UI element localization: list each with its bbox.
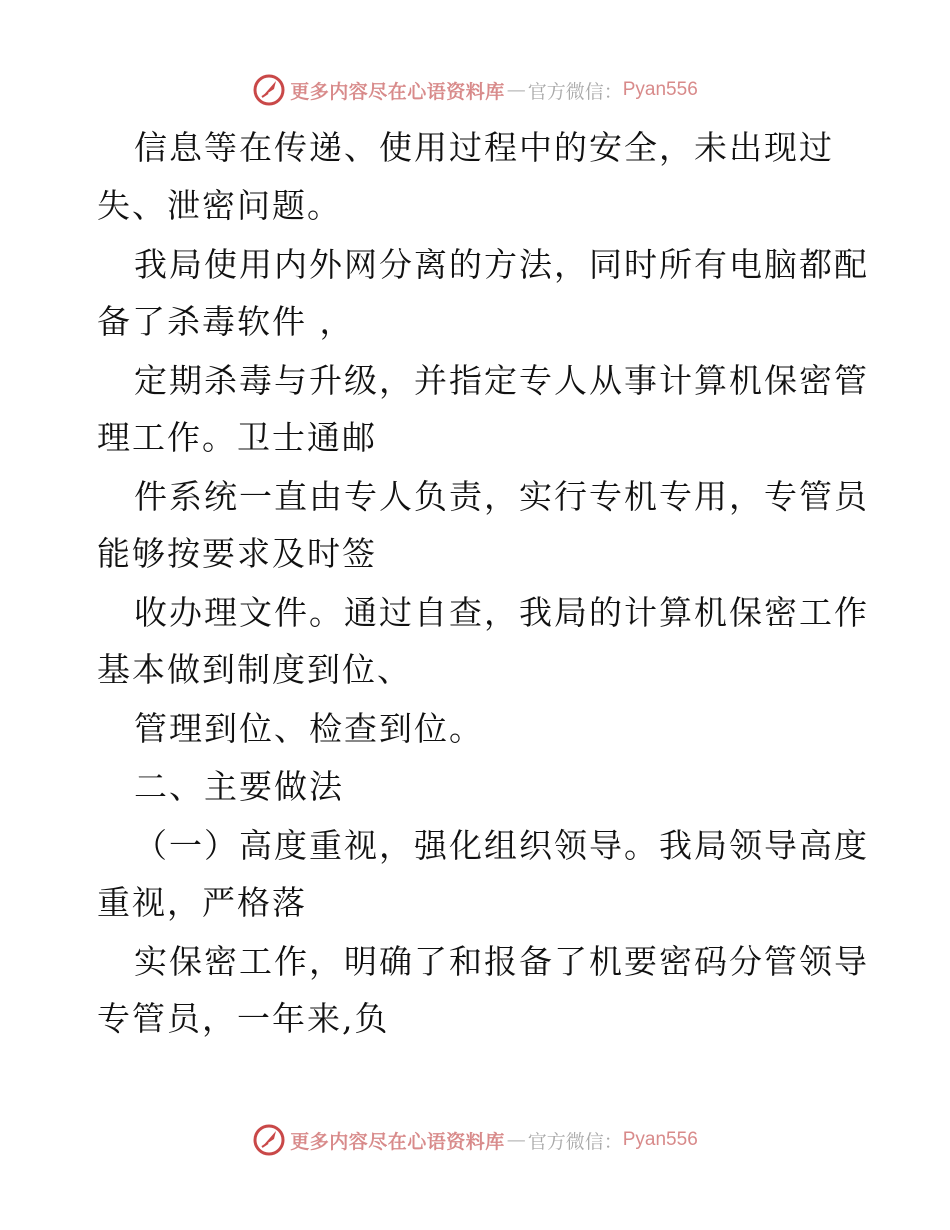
text-line: 收办理文件。通过自查，我局的计算机保密工作 [134, 593, 869, 632]
watermark-dash: — [506, 1129, 526, 1151]
text-line: 专管员，一年来,负 [97, 999, 390, 1038]
text-line: 管理到位、检查到位。 [134, 709, 484, 748]
text-line: （一）高度重视，强化组织领导。我局领导高度 [134, 826, 869, 865]
text-line: 我局使用内外网分离的方法，同时所有电脑都配 [134, 245, 869, 284]
text-line: 备了杀毒软件 ， [97, 302, 355, 341]
text-line: 信息等在传递、使用过程中的安全，未出现过 [134, 128, 834, 167]
header-watermark [0, 70, 950, 110]
text-line: 理工作。卫士通邮 [97, 418, 377, 457]
text-line: 定期杀毒与升级，并指定专人从事计算机保密管 [134, 361, 869, 400]
watermark-id: Pyan556 [622, 1129, 698, 1150]
watermark-title: 更多内容尽在心语资料库 [290, 80, 505, 103]
watermark-label: 官方微信： [527, 80, 623, 103]
watermark-label: 官方微信： [527, 1130, 623, 1153]
watermark-id: Pyan556 [622, 79, 698, 100]
text-line: 基本做到制度到位、 [97, 650, 412, 689]
footer-watermark [0, 1120, 950, 1160]
text-line: 能够按要求及时签 [97, 534, 377, 573]
quill-logo-icon [252, 1123, 286, 1157]
section-heading: 二、主要做法 [134, 767, 344, 806]
watermark-dash: — [506, 79, 526, 101]
text-line: 实保密工作，明确了和报备了机要密码分管领导 [134, 942, 869, 981]
watermark-title: 更多内容尽在心语资料库 [290, 1130, 505, 1153]
text-line: 件系统一直由专人负责，实行专机专用，专管员 [134, 477, 869, 516]
text-line: 重视，严格落 [97, 883, 307, 922]
text-line: 失、泄密问题。 [97, 186, 342, 225]
quill-logo-icon [252, 73, 286, 107]
